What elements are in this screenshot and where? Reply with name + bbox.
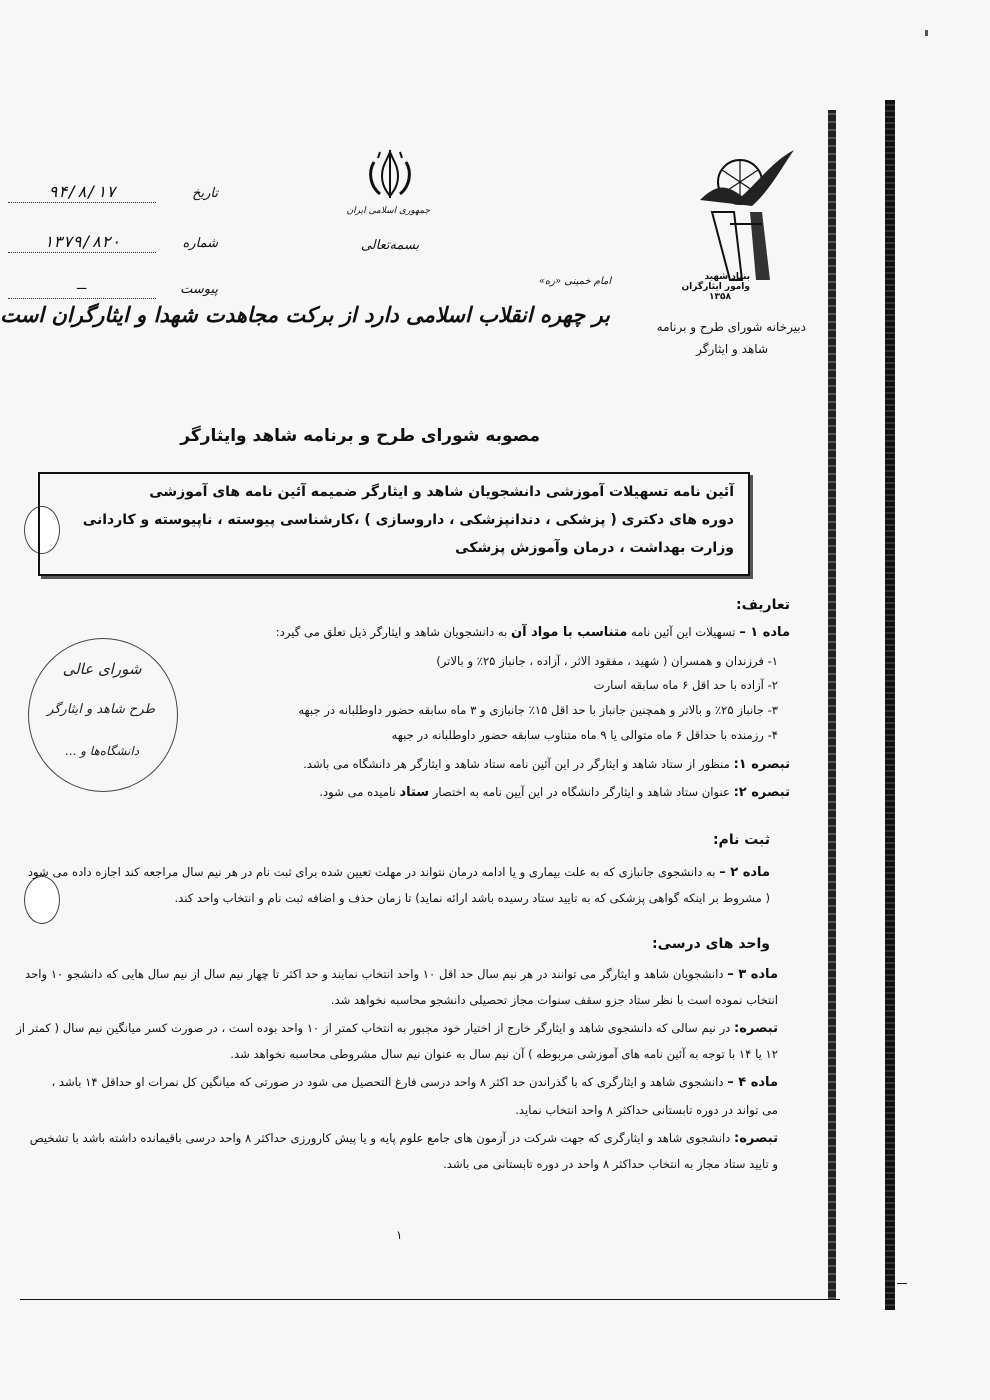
- note-4: [30, 1128, 778, 1149]
- org-name-line: دبیرخانه شورای طرح و برنامه: [656, 320, 806, 334]
- org-logo-caption-line: وامور ایثارگران: [681, 282, 750, 292]
- attachment-row: [8, 278, 218, 302]
- note-3-cont: ۱۲ یا ۱۴ با توجه به آئین نامه های آموزشی مربوطه ) آن نیم سال به عنوان نیم سال مشروطی محاسبه نخواهد شد.: [230, 1047, 778, 1061]
- scan-edge-bar: [828, 110, 836, 1300]
- note-bold-text: ستاد: [399, 785, 430, 800]
- article-3-cont: انتخاب نموده است با نظر ستاد جزو سقف سنوات مجاز تحصیلی دانشجو محاسبه نخواهد شد.: [330, 993, 778, 1007]
- subject-line: وزارت بهداشت ، درمان وآموزش پزشکی: [455, 540, 734, 556]
- units-heading: واحد های درسی:: [652, 936, 770, 952]
- definition-item: ۴- رزمنده با حداقل ۶ ماه متوالی یا ۹ ماه متناوب سابقه حضور داوطلبانه در جبهه: [391, 728, 778, 742]
- org-logo-caption-line: بنیاد شهید: [704, 272, 750, 282]
- number-row: [8, 232, 218, 256]
- article-text: تسهیلات این آئین نامه: [627, 625, 740, 639]
- article-2: [28, 862, 770, 883]
- article-bold-text: متناسب با مواد آن: [511, 625, 628, 640]
- definitions-heading: تعاریف:: [735, 597, 790, 613]
- org-logo-caption-year: ۱۳۵۸: [709, 292, 731, 302]
- article-4: [51, 1072, 778, 1093]
- note-label: تبصره ۱:: [733, 757, 790, 772]
- definition-item: ۲- آزاده با حد اقل ۶ ماه سابقه اسارت: [593, 678, 778, 692]
- definition-item: ۳- جانباز ۲۵٪ و بالاتر و همچنین جانباز با حد اقل ۱۵٪ جانبازی و ۳ ماه سابقه حضور داوطلبانه در جبهه: [298, 703, 778, 717]
- scan-edge-mark: [925, 30, 928, 36]
- emblem-caption: جمهوری اسلامی ایران: [346, 206, 430, 216]
- date-label: تاریخ: [192, 186, 218, 201]
- punch-hole: [24, 876, 60, 924]
- note-text: دانشجوی شاهد و ایثارگری که جهت شرکت در آزمون های جامع علوم پایه و یا پیش کارورزی حداکثر ۸ واحد درسی باقیمانده داشته باشد با تشخیص: [29, 1131, 735, 1145]
- subject-line: آئین نامه تسهیلات آموزشی دانشجویان شاهد و ایثارگر ضمیمه آئین نامه های آموزشی: [149, 484, 734, 500]
- stamp-handwriting: شورای عالی: [62, 660, 142, 678]
- definition-item: ۱- فرزندان و همسران ( شهید ، مفقود الاثر ، آزاده ، جانباز ۲۵٪ و بالاتر): [436, 654, 778, 668]
- attachment-value: —: [8, 278, 156, 299]
- note-label: تبصره:: [734, 1021, 778, 1036]
- article-3: [25, 964, 778, 985]
- note-2: [319, 782, 790, 803]
- subject-line: دوره های دکتری ( پزشکی ، دندانپزشکی ، داروسازی ) ،کارشناسی پیوسته ، ناپیوسته و کاردانی: [82, 512, 734, 528]
- org-logo-caption: [681, 272, 750, 302]
- note-3: [16, 1018, 778, 1039]
- registration-heading: ثبت نام:: [712, 832, 770, 848]
- note-label: تبصره ۲:: [733, 785, 790, 800]
- article-text: دانشجوی شاهد و ایثارگری که با گذراندن حد اکثر ۸ واحد درسی فارغ التحصیل می شود در صورتی که میانگین کل نمرات او حداقل ۱۴ باشد ،: [51, 1075, 728, 1089]
- subject-box: [38, 472, 750, 576]
- stamp-handwriting: طرح شاهد و ایثارگر: [47, 702, 155, 717]
- article-label: ماده ۳ –: [727, 967, 778, 982]
- article-label: ماده ۴ –: [727, 1075, 778, 1090]
- attachment-label: پیوست: [180, 282, 218, 297]
- article-text: به دانشجوی جانبازی که به علت بیماری و یا ادامه درمان نتواند در مهلت تعیین شده برای ثبت نام در هر نیم سال مراجعه کند اجازه داده می شود: [27, 865, 720, 879]
- iran-emblem-icon: [360, 148, 420, 202]
- article-2-cont: ( مشروط بر اینکه گواهی پزشکی که به تایید ستاد رسیده باشد ارائه نماید) تا زمان حذف و اضافه ثبت نام و انتخاب واحد کند.: [174, 891, 770, 905]
- note-text: منظور از ستاد شاهد و ایثارگر در این آئین نامه ستاد شاهد و ایثارگر هر دانشگاه می باشد.: [303, 757, 734, 771]
- stamp-handwriting: دانشگاه‌ها و ...: [64, 744, 140, 758]
- article-label: ماده ۱ –: [739, 625, 790, 640]
- article-text: دانشجویان شاهد و ایثارگر می توانند در هر نیم سال حد اقل ۱۰ واحد انتخاب نمایند و حد اکثر تا چهار نیم سال از نیم سال هایی که دانشجو ۱۰ واحد: [25, 967, 728, 981]
- number-label: شماره: [182, 236, 218, 251]
- note-text: عنوان ستاد شاهد و ایثارگر دانشگاه در این آیین نامه به اختصار: [429, 785, 734, 799]
- article-1: [276, 622, 790, 643]
- slogan-author: امام خمینی «ره»: [538, 276, 612, 287]
- org-name-line: شاهد و ایثارگر: [696, 342, 768, 356]
- number-value: ۱۳۷۹/۸۲۰: [8, 232, 156, 253]
- bottom-rule: [20, 1299, 840, 1300]
- page-title: مصوبه شورای طرح و برنامه شاهد وایثارگر: [180, 426, 540, 446]
- scan-edge-bar: [885, 100, 895, 1310]
- basmala: بسمه‌تعالی: [360, 238, 420, 253]
- article-text: به دانشجویان شاهد و ایثارگر ذیل تعلق می گیرد:: [275, 625, 511, 639]
- note-4-cont: و تایید ستاد مجاز به انتخاب حداکثر ۸ واحد در دوره تابستانی می باشد.: [443, 1157, 778, 1171]
- bonyad-shahid-logo-icon: [681, 140, 802, 292]
- note-1: [303, 754, 790, 775]
- date-value: ۹۴/۸/۱۷: [8, 182, 156, 203]
- note-text: نامیده می شود.: [319, 785, 400, 799]
- article-label: ماده ۲ –: [719, 865, 770, 880]
- page-number: ۱: [396, 1228, 403, 1242]
- note-text: در نیم سالی که دانشجوی شاهد و ایثارگر خارج از اختیار خود مجبور به انتخاب کمتر از ۱۰ واحد بوده است ، در صورت کسر میانگین نیم سال ( کمتر از: [16, 1021, 735, 1035]
- scan-edge-mark: [897, 1283, 907, 1284]
- slogan: بر چهره انقلاب اسلامی دارد از برکت مجاهدت شهدا و ایثارگران است: [0, 302, 610, 327]
- article-4-cont: می تواند در دوره تابستانی حداکثر ۸ واحد انتخاب نماید.: [515, 1103, 778, 1117]
- note-label: تبصره:: [734, 1131, 778, 1146]
- org-name: [620, 316, 806, 360]
- date-row: [8, 182, 218, 206]
